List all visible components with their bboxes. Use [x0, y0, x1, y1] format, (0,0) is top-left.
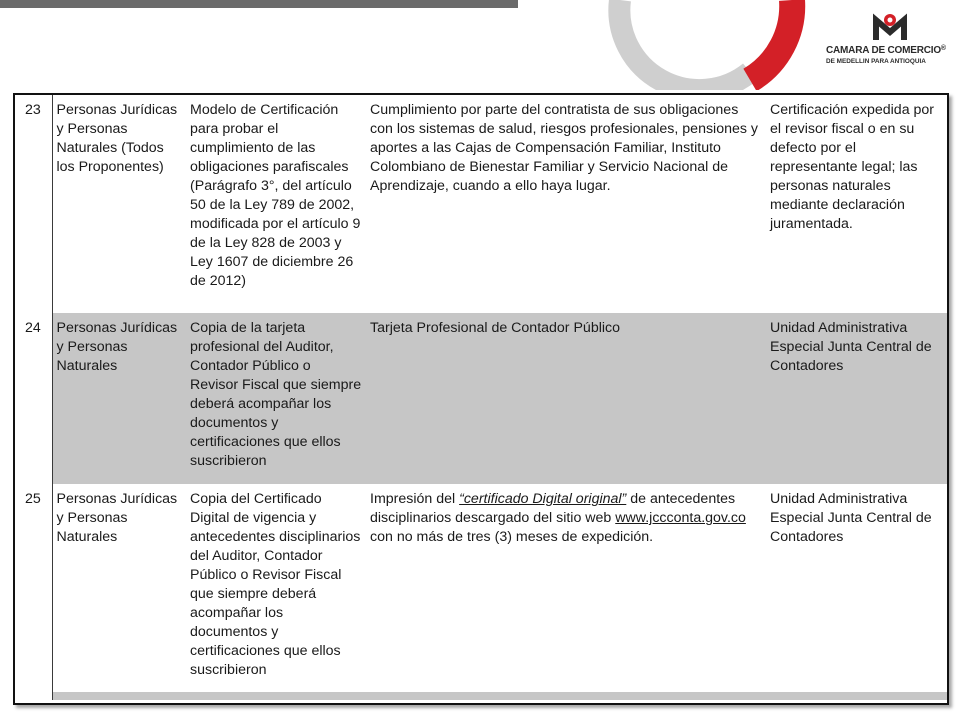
issuer-cell: Unidad Administrativa Especial Junta Central de Contadores: [766, 313, 947, 484]
description-quoted-text: “certificado Digital original”: [459, 491, 627, 507]
description-cell: [366, 484, 766, 692]
applicant-cell: Personas Jurídicas y Personas Naturales: [52, 313, 186, 484]
chamber-logo[interactable]: [826, 12, 956, 82]
document-cell: Copia del Certificado Digital de vigencia y antecedentes disciplinarios del Auditor, Contador Público o Revisor Fiscal que siempre deberá acompañar los documentos y certificaciones que ellos suscribieron: [186, 484, 366, 692]
logo-text-line1: CAMARA DE COMERCIO®: [826, 45, 946, 56]
issuer-cell: Unidad Administrativa Especial Junta Central de Contadores: [766, 484, 947, 692]
table-row-tail: [15, 692, 947, 700]
decorative-arc-graphic: [600, 0, 820, 90]
row-number: 25: [15, 484, 52, 692]
table-row: [15, 484, 947, 692]
applicant-cell: Personas Jurídicas y Personas Naturales (Todos los Proponentes): [52, 95, 186, 313]
row-number-blank: [15, 692, 52, 700]
description-text-after: con no más de tres (3) meses de expedición.: [370, 529, 654, 545]
applicant-cell: Personas Jurídicas y Personas Naturales: [52, 484, 186, 692]
requirements-table: [15, 95, 947, 700]
row-number: 23: [15, 95, 52, 313]
chamber-logo-icon: [870, 12, 910, 42]
description-cell: Tarjeta Profesional de Contador Público: [366, 313, 766, 484]
description-text-middle: de antecedentes disciplinarios descargado del sitio web: [370, 491, 736, 526]
document-cell: Modelo de Certificación para probar el cumplimiento de las obligaciones parafiscales (Parágrafo 3°, del artículo 50 de la Ley 789 de 2002, modificada por el artículo 9 de la Ley 828 de 2003 y Ley 1607 de diciembre 26 de 2012): [186, 95, 366, 313]
tail-band: [52, 692, 947, 700]
requirements-table-frame: [13, 93, 949, 705]
document-cell: Copia de la tarjeta profesional del Auditor, Contador Público o Revisor Fiscal que siempre deberá acompañar los documentos y certificaciones que ellos suscribieron: [186, 313, 366, 484]
logo-text-line2: DE MEDELLIN PARA ANTIOQUIA: [826, 58, 926, 65]
table-row: [15, 313, 947, 484]
jccconta-website-link[interactable]: www.jccconta.gov.co: [615, 510, 746, 526]
row-number: 24: [15, 313, 52, 484]
description-text-before: Impresión del: [370, 491, 460, 507]
issuer-cell: Certificación expedida por el revisor fiscal o en su defecto por el representante legal; las personas naturales mediante declaración juramentada.: [766, 95, 947, 313]
description-cell: Cumplimiento por parte del contratista de sus obligaciones con los sistemas de salud, riesgos profesionales, pensiones y aportes a las Cajas de Compensación Familiar, Instituto Colombiano de Bienestar Familiar y Servicio Nacional de Aprendizaje, cuando a ello haya lugar.: [366, 95, 766, 313]
header-bar: [0, 0, 518, 8]
table-row: [15, 95, 947, 313]
